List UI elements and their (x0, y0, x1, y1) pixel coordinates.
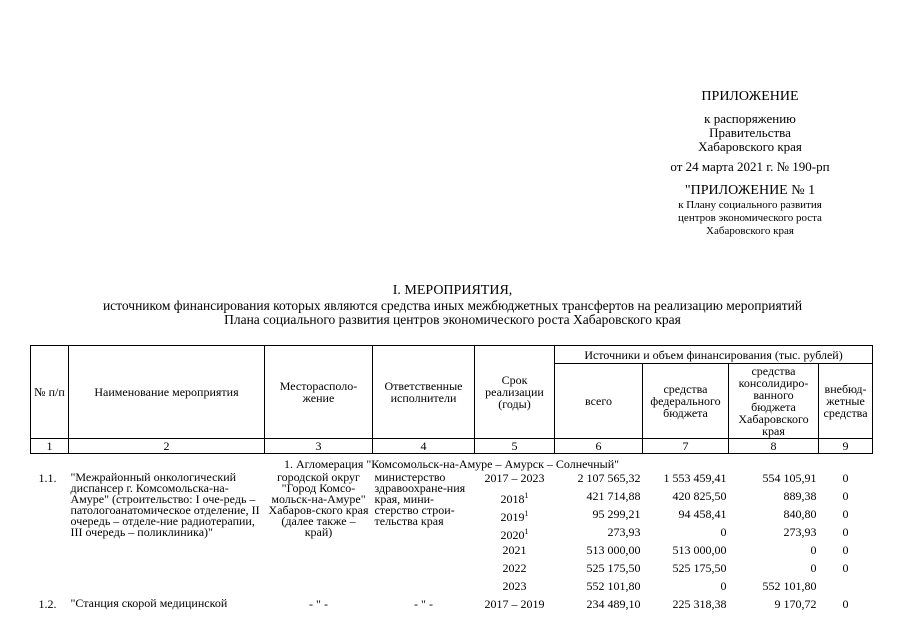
period-cell: 2017 – 2023 (484, 471, 545, 485)
regional-cell: 554 105,91 (762, 471, 817, 485)
column-number: 6 (555, 439, 643, 454)
total-cell: 513 000,00 (586, 543, 641, 557)
header-location: Месторасполо-жение (265, 346, 373, 439)
extra-cell: 0 (842, 489, 849, 503)
total-cell: 95 299,21 (592, 507, 641, 521)
period-cell: 2017 – 2019 (484, 597, 545, 611)
total-cell: 525 175,50 (586, 561, 641, 575)
total-cell: 273,93 (607, 525, 641, 539)
header-extra: внебюд-жетные средства (819, 364, 873, 439)
header-sources: Источники и объем финансирования (тыс. рублей) (555, 346, 873, 364)
appendix-block (640, 90, 860, 237)
column-number: 7 (643, 439, 729, 454)
extra-cell: 0 (842, 525, 849, 539)
header-federal: средства федерального бюджета (643, 364, 729, 439)
item-num: 1.2. (38, 597, 57, 611)
extra-cell (819, 580, 873, 598)
column-number: 3 (265, 439, 373, 454)
activities-table (30, 345, 873, 616)
table-row (31, 598, 873, 616)
column-number: 2 (69, 439, 265, 454)
column-number: 4 (373, 439, 475, 454)
item-executors: - " - (414, 597, 433, 611)
appendix-title: ПРИЛОЖЕНИЕ (701, 89, 799, 104)
total-cell: 421 714,88 (586, 489, 641, 503)
column-number: 1 (31, 439, 69, 454)
federal-cell: 94 458,41 (678, 507, 727, 521)
period-cell: 2021 (502, 543, 527, 557)
federal-cell: 0 (720, 525, 727, 539)
section-subtitle: источником финансирования которых являются средства иных межбюджетных трансфертов на реализацию мероприятий (102, 298, 803, 313)
regional-cell: 0 (810, 543, 817, 557)
period-cell: 2022 (502, 561, 527, 575)
regional-cell: 0 (810, 561, 817, 575)
extra-cell: 0 (842, 597, 849, 611)
federal-cell: 525 175,50 (672, 561, 727, 575)
appendix-sub-title: "ПРИЛОЖЕНИЕ № 1 (684, 183, 816, 198)
appendix-sub-line: центров экономического роста (678, 212, 822, 224)
appendix-date: от 24 марта 2021 г. № 190-рп (670, 159, 830, 174)
total-cell: 2 107 565,32 (577, 471, 641, 485)
item-name: "Межрайонный онкологический диспансер г. Комсомольска-на-Амуре" (строительство: I оче-редь – патологоанатомическое отделение, II очередь – отделе-ние радиотерапии, III очередь – поликлиника)" (70, 470, 260, 539)
header-num: № п/п (31, 346, 69, 439)
group-title: 1. Агломерация "Комсомольск-на-Амуре – Амурск – Солнечный" (284, 457, 620, 471)
appendix-line: к распоряжению (704, 111, 796, 126)
appendix-sub-line: к Плану социального развития (678, 199, 822, 211)
federal-cell: 420 825,50 (672, 489, 727, 503)
header-period: Срок реализации (годы) (475, 346, 555, 439)
total-cell: 234 489,10 (586, 597, 641, 611)
column-number: 9 (819, 439, 873, 454)
column-number: 5 (475, 439, 555, 454)
extra-cell: 0 (842, 543, 849, 557)
appendix-line: Правительства (709, 125, 791, 140)
period-cell: 2020$^1$ (500, 527, 529, 542)
appendix-sub-line: Хабаровского края (706, 225, 794, 237)
period-cell: 2023 (502, 579, 527, 593)
column-numbers-row (31, 439, 873, 454)
extra-cell: 0 (842, 507, 849, 521)
period-cell: 2019$^1$ (500, 509, 529, 524)
federal-cell: 513 000,00 (672, 543, 727, 557)
column-number: 8 (729, 439, 819, 454)
item-name: "Станция скорой медицинской (70, 596, 228, 610)
section-title: I. МЕРОПРИЯТИЯ, (392, 283, 513, 298)
section-subtitle: Плана социального развития центров экономического роста Хабаровского края (224, 312, 681, 327)
item-executors: министерство здравоохране-ния края, мини-стерство строи-тельства края (374, 470, 466, 528)
header-total: всего (555, 364, 643, 439)
federal-cell: 1 553 459,41 (663, 471, 727, 485)
extra-cell: 0 (842, 471, 849, 485)
total-cell: 552 101,80 (586, 579, 641, 593)
regional-cell: 9 170,72 (774, 597, 817, 611)
regional-cell: 552 101,80 (762, 579, 817, 593)
item-location: городской округ "Город Комсо-мольск-на-Амуре" Хабаров-ского края (далее также – край) (268, 470, 369, 539)
regional-cell: 889,38 (783, 489, 817, 503)
federal-cell: 0 (720, 579, 727, 593)
table-row (31, 472, 873, 490)
federal-cell: 225 318,38 (672, 597, 727, 611)
regional-cell: 840,80 (783, 507, 817, 521)
header-regional: средства консолидиро-ванного бюджета Хабаровского края (729, 364, 819, 439)
item-num: 1.1. (38, 471, 57, 485)
extra-cell: 0 (842, 561, 849, 575)
header-executors: Ответственные исполнители (373, 346, 475, 439)
header-name: Наименование мероприятия (69, 346, 265, 439)
period-cell: 2018$^1$ (500, 491, 529, 506)
appendix-line: Хабаровского края (698, 139, 802, 154)
regional-cell: 273,93 (783, 525, 817, 539)
item-location: - " - (309, 597, 328, 611)
